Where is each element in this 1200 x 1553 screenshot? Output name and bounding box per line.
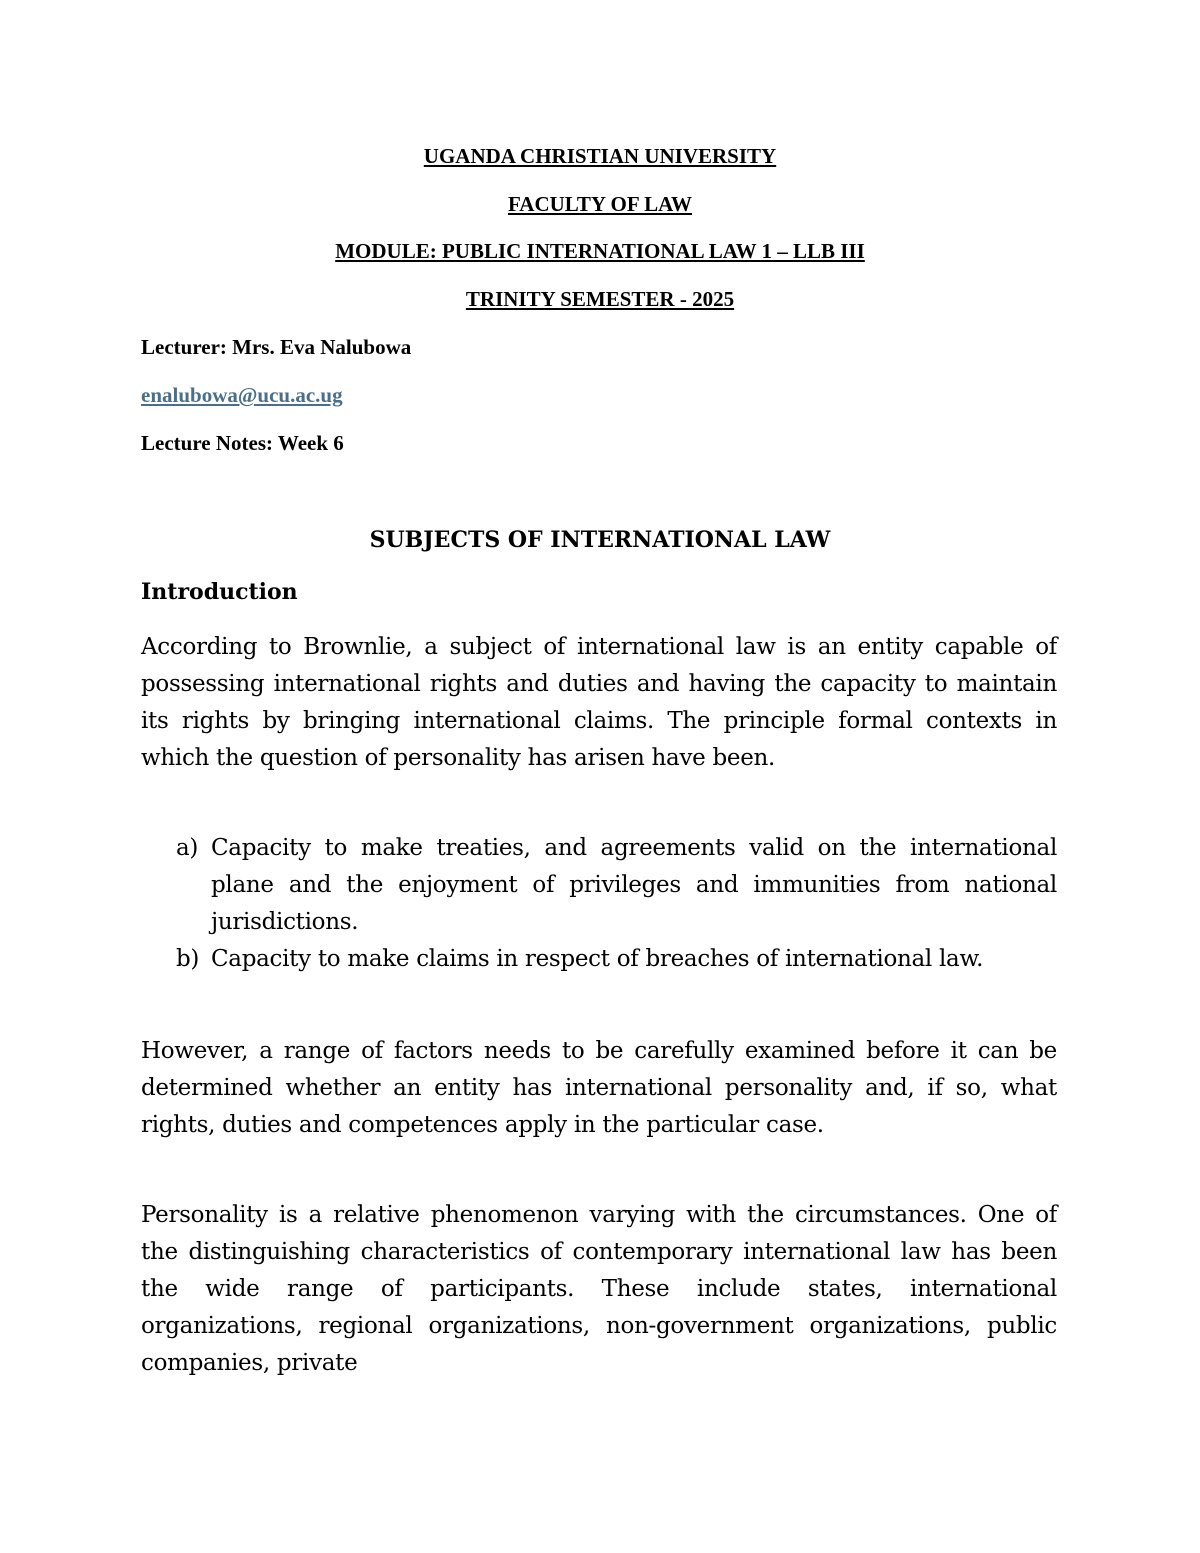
lecture-notes-line: Lecture Notes: Week 6	[141, 431, 344, 455]
section-title: SUBJECTS OF INTERNATIONAL LAW	[369, 527, 831, 553]
list-item	[141, 830, 1057, 941]
list-marker: a)	[176, 835, 199, 861]
list-item-text: Capacity to make claims in respect of breaches of international law.	[211, 946, 984, 972]
paragraph-factors: However, a range of factors needs to be carefully examined before it can be determined whether an entity has international personality and, if so, what rights, duties and competences apply in the particular case.	[141, 1038, 1057, 1138]
semester-heading: TRINITY SEMESTER - 2025	[465, 287, 735, 311]
paragraph-personality: Personality is a relative phenomenon varying with the circumstances. One of the distinguishing characteristics of contemporary international law has been the wide range of participants. These include states, international organizations, regional organizations, non-government organizations, public companies, private	[141, 1202, 1057, 1376]
introduction-heading: Introduction	[141, 579, 298, 605]
list-item-text: Capacity to make treaties, and agreements valid on the international plane and the enjoyment of privileges and immunities from national jurisdictions.	[211, 835, 1057, 935]
university-heading: UGANDA CHRISTIAN UNIVERSITY	[423, 144, 777, 168]
lecturer-line: Lecturer: Mrs. Eva Nalubowa	[141, 335, 412, 359]
lecturer-email-link[interactable]: enalubowa@ucu.ac.ug	[141, 383, 343, 407]
module-heading: MODULE: PUBLIC INTERNATIONAL LAW 1 – LLB III	[335, 239, 865, 263]
list-item	[141, 941, 1057, 978]
paragraph-brownlie-definition: According to Brownlie, a subject of international law is an entity capable of possessing international rights and duties and having the capacity to maintain its rights by bringing international claims. The principle formal contexts in which the question of personality has arisen have been.	[141, 634, 1057, 771]
list-marker: b)	[176, 946, 200, 972]
capacity-list	[141, 830, 1057, 978]
faculty-heading: FACULTY OF LAW	[508, 192, 692, 216]
